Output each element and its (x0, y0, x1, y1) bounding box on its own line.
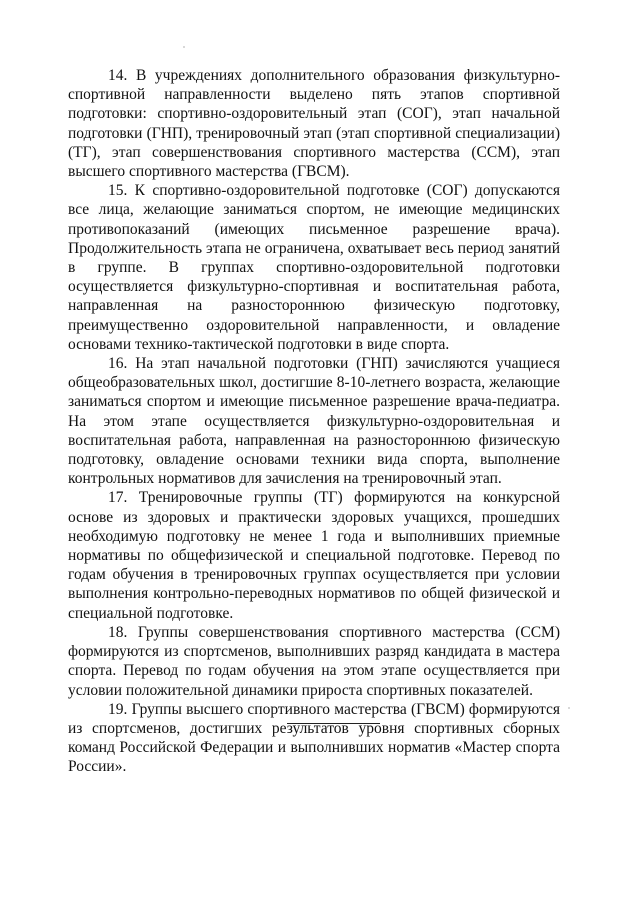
end-divider-line (287, 723, 380, 724)
paragraph-18: 18. Группы совершенствования спортивного мастерства (ССМ) формируются из спортсменов, выполнивших разряд кандидата в мастера спорта. Перевод по годам обучения на этом этапе осуществляется при условии положительной динамики прироста спортивных показателей. (68, 623, 560, 699)
paragraph-15: 15. К спортивно-оздоровительной подготовке (СОГ) допускаются все лица, желающие заниматься спортом, не имеющие медицинских противопоказаний (имеющих письменное разрешение врача). Продолжительность этапа не ограничена, охватывает весь период занятий в группе. В группах спортивно-оздоровительной подготовки осуществляется физкультурно-спортивная и воспитательная работа, направленная на разностороннюю физическую подготовку, преимущественно оздоровительной направленности, и овладение основами технико-тактической подготовки в виде спорта. (68, 182, 560, 353)
document-body (68, 66, 560, 777)
scan-speck (568, 707, 570, 709)
paragraph-14: 14. В учреждениях дополнительного образования физкультурно-спортивной направленности выделено пять этапов спортивной подготовки: спортивно-оздоровительный этап (СОГ), этап начальной подготовки (ГНП), тренировочный этап (этап спортивной специализации) (ТГ), этап совершенствования спортивного мастерства (ССМ), этап высшего спортивного мастерства (ГВСМ). (68, 67, 560, 181)
scan-speck (183, 46, 185, 48)
paragraph-16: 16. На этап начальной подготовки (ГНП) зачисляются учащиеся общеобразовательных школ, достигшие 8-10-летнего возраста, желающие заниматься спортом и имеющие письменное разрешение врача-педиатра. На этом этапе осуществляется физкультурно-оздоровительная и воспитательная работа, направленная на разностороннюю физическую подготовку, овладение основами техники вида спорта, выполнение контрольных нормативов для зачисления на тренировочный этап. (68, 355, 560, 488)
paragraph-17: 17. Тренировочные группы (ТГ) формируются на конкурсной основе из здоровых и практически здоровых учащихся, прошедших необходимую подготовку не менее 1 года и выполнивших приемные нормативы по общефизической и специальной подготовке. Перевод по годам обучения в тренировочных группах осуществляется при условии выполнения контрольно-переводных нормативов по общей физической и специальной подготовке. (68, 489, 560, 622)
paragraph-19: 19. Группы высшего спортивного мастерства (ГВСМ) формируются из спортсменов, достигших результатов уровня спортивных сборных команд Российской Федерации и выполнивших норматив «Мастер спорта России». (68, 700, 560, 776)
